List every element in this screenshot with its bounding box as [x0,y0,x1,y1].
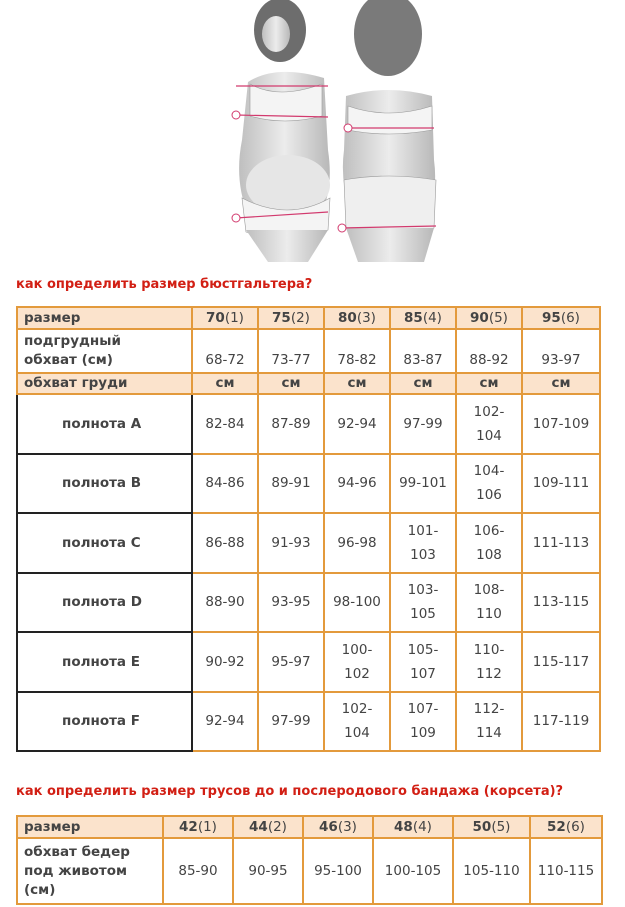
bust-value-line: 99-101 [399,475,447,492]
bra-size-table [16,306,601,752]
bust-value-line: 91-93 [271,534,311,551]
bust-value [324,394,390,454]
bust-value [390,394,456,454]
bust-value-line: 109 [410,725,436,742]
bust-value-line: 107- [407,701,439,718]
hips-value: 95-100 [303,838,373,904]
bust-value-line: 98-100 [333,594,381,611]
unit-cell: см [456,373,522,394]
bust-value [258,573,324,633]
bust-value [390,454,456,514]
bust-value-line: 100- [341,641,373,658]
hips-value: 110-115 [530,838,602,904]
bust-value-line: 107 [410,665,436,682]
size-cell: 42(1) [163,816,233,838]
cup-rows [17,394,600,751]
bust-value-line: 117-119 [532,713,590,730]
bust-value-line: 95-97 [271,653,311,670]
bust-value [522,632,600,692]
hips-label: обхват бедер под животом (см) [17,838,163,904]
cup-label: полнота B [17,454,192,514]
cup-row [17,454,600,514]
hips-value: 105-110 [453,838,530,904]
bust-value [192,454,258,514]
bust-value-line: 106- [473,522,505,539]
bust-value [192,513,258,573]
bust-value-line: 105- [407,641,439,658]
cup-label: полнота F [17,692,192,752]
size-label: размер [17,307,192,329]
bust-value [522,394,600,454]
bust-value-line: 111-113 [532,534,590,551]
bust-value [456,692,522,752]
bust-value-line: 112 [476,665,502,682]
bust-value-line: 97-99 [271,713,311,730]
bust-value-line: 84-86 [205,475,245,492]
cup-row [17,692,600,752]
bust-label: обхват груди [17,373,192,394]
maternity-models-photo [228,0,442,263]
bust-value-line: 104 [476,427,502,444]
bust-value-line: 108 [476,546,502,563]
unit-cell: см [192,373,258,394]
bust-value [258,692,324,752]
bust-value-line: 110- [473,641,505,658]
briefs-size-table [16,815,603,905]
bust-value [456,394,522,454]
bust-value [522,454,600,514]
bust-value [258,454,324,514]
bust-value [258,632,324,692]
underbust-value: 73-77 [258,329,324,373]
bust-value-line: 113-115 [532,594,590,611]
bust-value-line: 97-99 [403,415,443,432]
cup-row [17,632,600,692]
bust-value [390,692,456,752]
bust-value [456,573,522,633]
bust-value-line: 107-109 [532,415,590,432]
bust-value-line: 101- [407,522,439,539]
bust-value-line: 102 [344,665,370,682]
underbust-value: 78-82 [324,329,390,373]
bust-value [456,454,522,514]
cup-label: полнота E [17,632,192,692]
hips-row [17,838,602,904]
unit-cell: см [258,373,324,394]
cup-row [17,573,600,633]
bra-size-heading: как определить размер бюстгальтера? [16,277,313,292]
unit-cell: см [390,373,456,394]
cup-label: полнота D [17,573,192,633]
bust-value [522,513,600,573]
underbust-value: 83-87 [390,329,456,373]
size-cell: 46(3) [303,816,373,838]
size-cell: 80(3) [324,307,390,329]
size-cell: 52(6) [530,816,602,838]
size-cell: 85(4) [390,307,456,329]
bust-value-line: 104 [344,725,370,742]
underbust-row [17,329,600,373]
bust-value-line: 102- [473,403,505,420]
bust-value-line: 87-89 [271,415,311,432]
bust-value [192,692,258,752]
cup-row [17,394,600,454]
bust-value [390,632,456,692]
bust-value-line: 103- [407,582,439,599]
bust-value [522,692,600,752]
bust-value-line: 115-117 [532,653,590,670]
bust-value [522,573,600,633]
underbust-value: 88-92 [456,329,522,373]
bust-value [192,632,258,692]
cup-label: полнота C [17,513,192,573]
underbust-value: 68-72 [192,329,258,373]
size-cell: 48(4) [373,816,453,838]
size-header-row [17,307,600,329]
bust-value [456,513,522,573]
hips-value: 85-90 [163,838,233,904]
size-cell: 50(5) [453,816,530,838]
size-cell: 90(5) [456,307,522,329]
bust-value-line: 104- [473,463,505,480]
bust-value-line: 93-95 [271,594,311,611]
bust-value-line: 103 [410,546,436,563]
hips-value: 100-105 [373,838,453,904]
bust-value-line: 90-92 [205,653,245,670]
bust-value [192,394,258,454]
bust-value-line: 86-88 [205,534,245,551]
hips-value: 90-95 [233,838,303,904]
unit-cell: см [522,373,600,394]
bust-value [324,692,390,752]
bust-value [390,573,456,633]
bust-value [192,573,258,633]
bust-value-line: 92-94 [337,415,377,432]
bust-value [324,632,390,692]
unit-cell: см [324,373,390,394]
bust-value [258,513,324,573]
bust-value-line: 106 [476,487,502,504]
models-illustration [228,0,442,263]
bust-value-line: 108- [473,582,505,599]
bust-value-line: 96-98 [337,534,377,551]
bust-value [324,513,390,573]
size-label: размер [17,816,163,838]
briefs-size-header-row [17,816,602,838]
bust-value-line: 114 [476,725,502,742]
bust-value-line: 92-94 [205,713,245,730]
cup-row [17,513,600,573]
bust-value-line: 88-90 [205,594,245,611]
size-cell: 70(1) [192,307,258,329]
bust-value [258,394,324,454]
bust-value-line: 94-96 [337,475,377,492]
size-cell: 75(2) [258,307,324,329]
underbust-label: подгрудный обхват (см) [17,329,192,373]
bust-header-row [17,373,600,394]
bust-value-line: 109-111 [532,475,590,492]
bust-value-line: 112- [473,701,505,718]
size-cell: 95(6) [522,307,600,329]
bust-value-line: 82-84 [205,415,245,432]
bust-value-line: 102- [341,701,373,718]
bust-value [324,573,390,633]
bust-value [456,632,522,692]
bust-value [324,454,390,514]
briefs-size-heading: как определить размер трусов до и послеродового бандажа (корсета)? [16,784,564,799]
underbust-value: 93-97 [522,329,600,373]
bust-value-line: 110 [476,606,502,623]
cup-label: полнота A [17,394,192,454]
bust-value-line: 89-91 [271,475,311,492]
bust-value [390,513,456,573]
bust-value-line: 105 [410,606,436,623]
size-cell: 44(2) [233,816,303,838]
